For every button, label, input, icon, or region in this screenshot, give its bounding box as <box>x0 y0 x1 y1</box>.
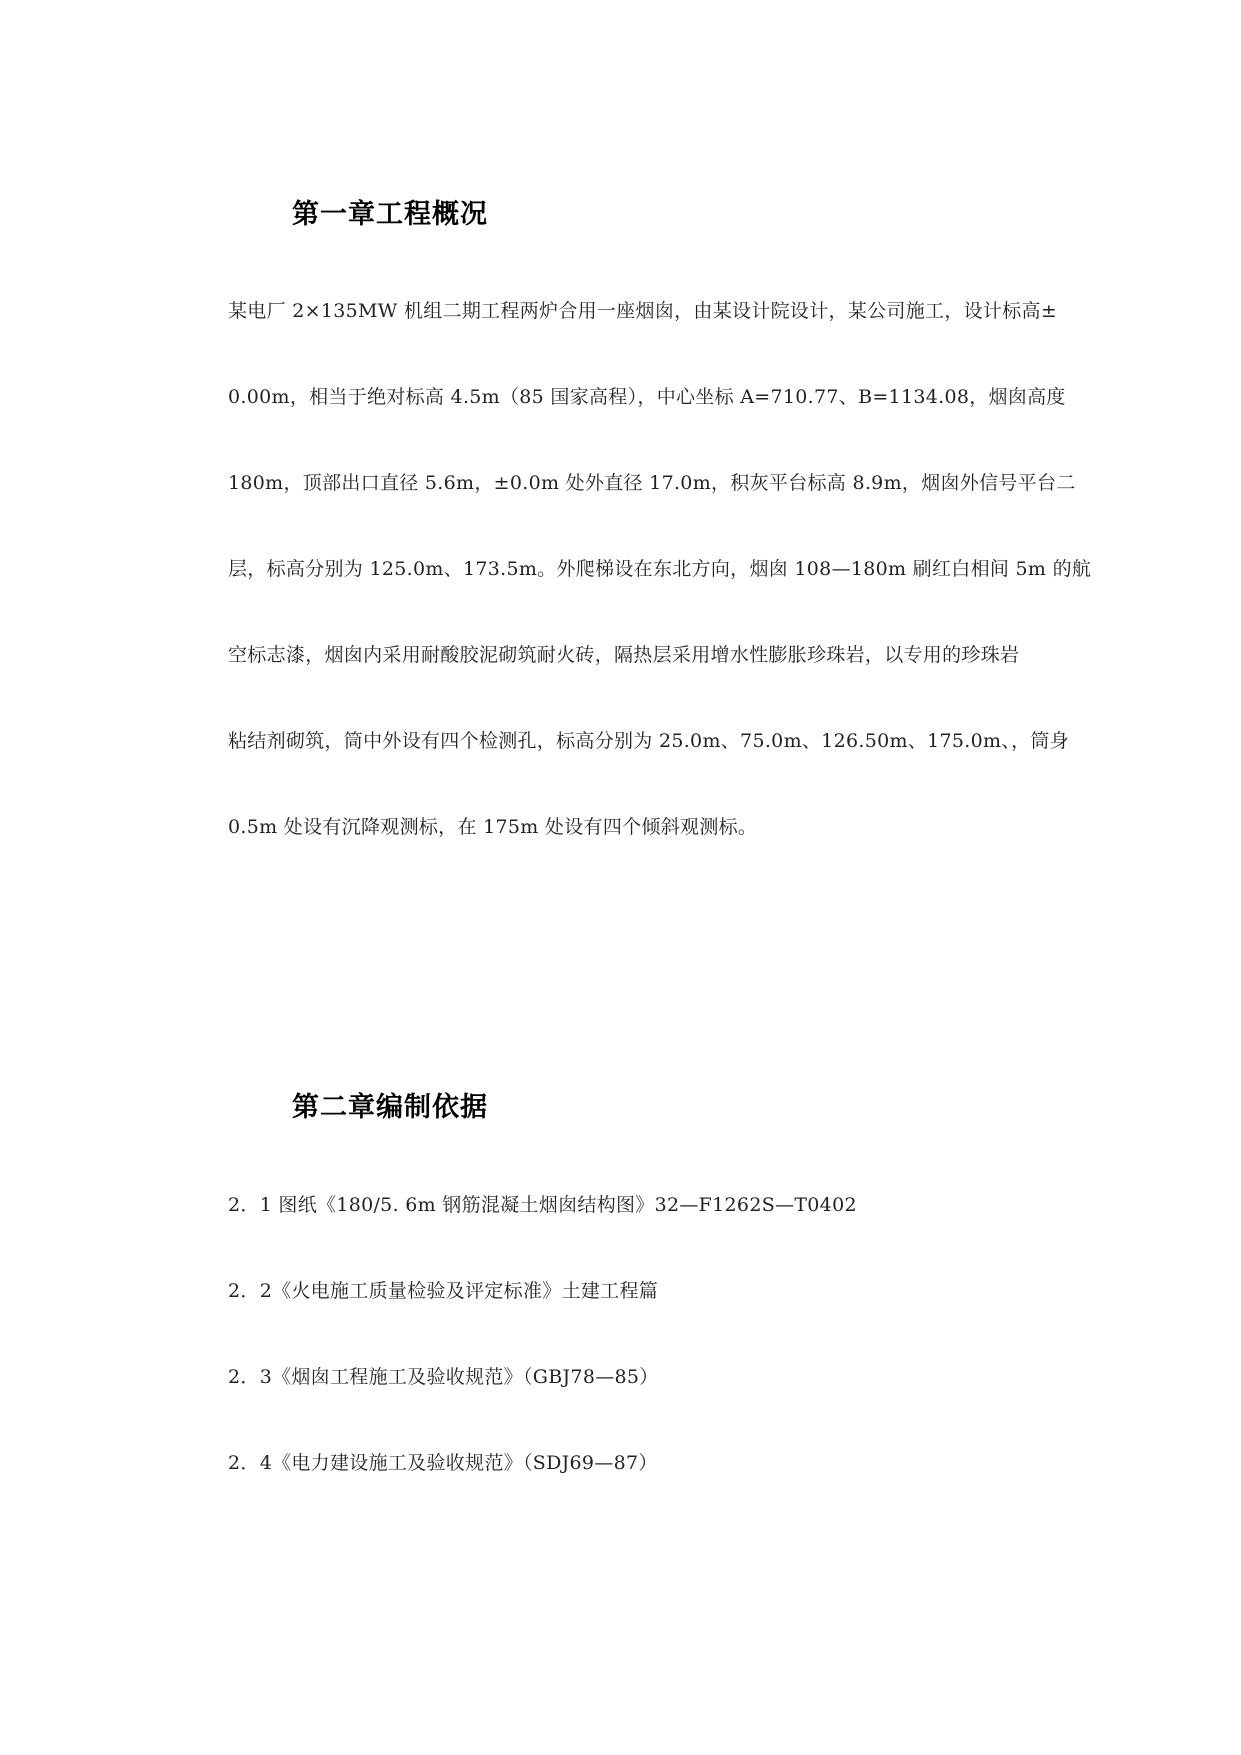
paragraph-line: 空标志漆，烟囱内采用耐酸胶泥砌筑耐火砖，隔热层采用增水性膨胀珍珠岩，以专用的珍珠岩 <box>228 644 1020 666</box>
chapter-2-title: 第二章编制依据 <box>292 1092 488 1123</box>
list-item: 2．2《火电施工质量检验及评定标准》土建工程篇 <box>228 1280 659 1302</box>
paragraph-line: 层，标高分别为 125.0m、173.5m。外爬梯设在东北方向，烟囱 108—180m 刷红白相间 5m 的航 <box>228 558 1092 580</box>
paragraph-line: 180m，顶部出口直径 5.6m，±0.0m 处外直径 17.0m，积灰平台标高 8.9m，烟囱外信号平台二 <box>228 472 1076 494</box>
list-item: 2．1 图纸《180/5. 6m 钢筋混凝土烟囱结构图》32—F1262S—T0402 <box>228 1194 857 1216</box>
paragraph-line: 0.00m，相当于绝对标高 4.5m（85 国家高程），中心坐标 A=710.77、B=1134.08，烟囱高度 <box>228 386 1066 408</box>
list-item: 2．3《烟囱工程施工及验收规范》（GBJ78—85） <box>228 1366 659 1388</box>
paragraph-line: 0.5m 处设有沉降观测标，在 175m 处设有四个倾斜观测标。 <box>228 816 758 838</box>
paragraph-line: 粘结剂砌筑，筒中外设有四个检测孔，标高分别为 25.0m、75.0m、126.50m、175.0m、，筒身 <box>228 730 1069 752</box>
list-item: 2．4《电力建设施工及验收规范》（SDJ69—87） <box>228 1452 658 1474</box>
chapter-1-title: 第一章工程概况 <box>292 199 488 230</box>
paragraph-line: 某电厂 2×135MW 机组二期工程两炉合用一座烟囱，由某设计院设计，某公司施工，设计标高± <box>228 300 1058 322</box>
